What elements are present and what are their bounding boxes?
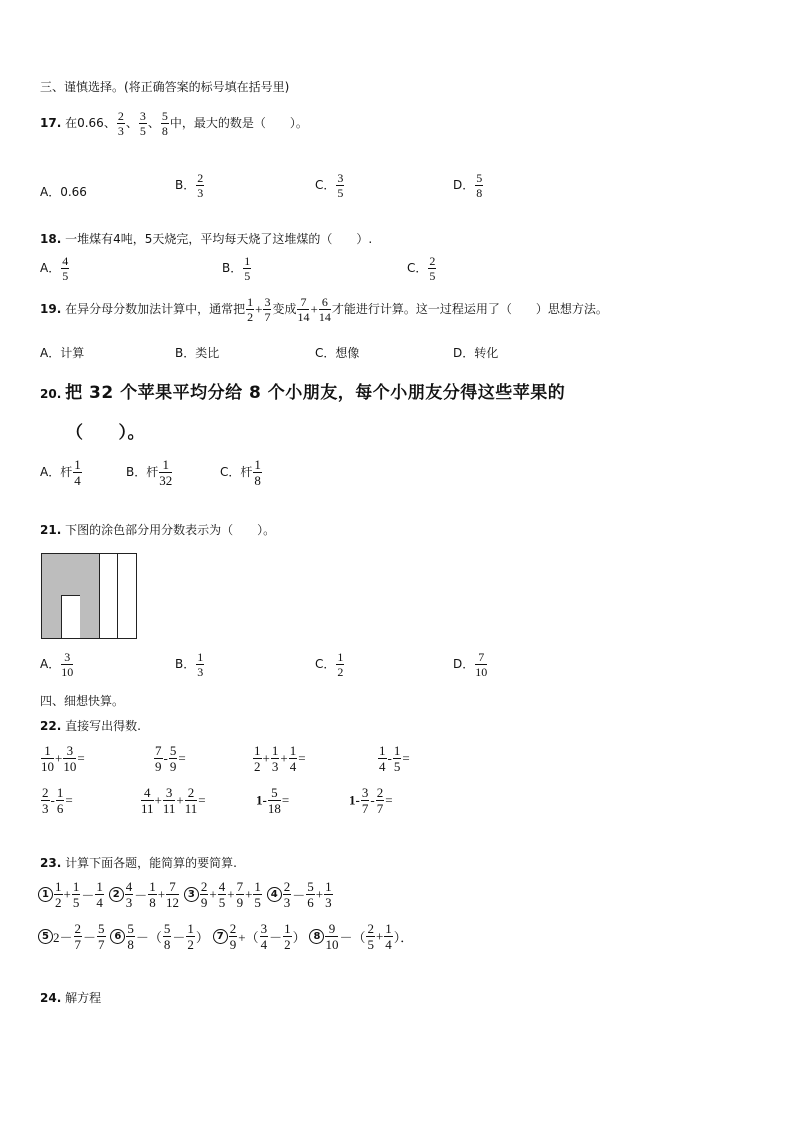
operator: + [262, 750, 270, 766]
fraction: $\frac{1}{2}$ [187, 921, 194, 952]
q21-option-a: A． $\frac{3}{10}$ [40, 650, 74, 679]
q22-expression-4 [377, 744, 410, 773]
q19-option-b: B．类比 [175, 346, 220, 360]
q19-mid: 变成 [272, 302, 297, 316]
fraction: $\frac{5}{8}$ [127, 921, 134, 952]
fraction: $\frac{1}{5}$ [72, 879, 80, 910]
q18-option-b: B． $\frac{1}{5}$ [222, 254, 251, 283]
q18-text: 一堆煤有4吨，5天烧完，平均每天烧了这堆煤的（ ）. [65, 232, 373, 246]
q21-text: 下图的涂色部分用分数表示为（ ）。 [65, 523, 276, 537]
question-22 [40, 717, 141, 734]
fraction: $\frac{4}{3}$ [125, 879, 133, 910]
prefix: 2－ [53, 930, 73, 945]
fraction: $\frac{5}{18}$ [267, 785, 281, 816]
q17-fraction-1: $\frac{2}{3}$ [117, 109, 124, 138]
circled-number-2: 2 [109, 887, 124, 902]
q17-post: 中，最大的数是（ ）。 [169, 116, 308, 130]
circled-number-7: 7 [213, 929, 228, 944]
equals: = [198, 792, 206, 808]
operator: - [370, 792, 375, 808]
q17-fraction-2: $\frac{3}{5}$ [139, 109, 146, 138]
question-20 [40, 378, 565, 403]
fraction: $\frac{1}{2}$ [55, 879, 62, 910]
shaded-rectangle-figure [41, 553, 137, 639]
q17-sep: 、 [147, 116, 160, 130]
operator: +（ [238, 930, 259, 945]
operator: － [269, 930, 283, 945]
fraction: $\frac{1}{4}$ [289, 743, 297, 774]
equals: = [178, 750, 186, 766]
operator: + [245, 886, 253, 902]
q22-expression-5 [40, 786, 73, 815]
fraction: $\frac{2}{7}$ [376, 785, 384, 816]
figure-column-1 [42, 554, 62, 638]
fraction: $\frac{5}{6}$ [307, 879, 314, 910]
q22-number: 22. [40, 719, 62, 733]
fraction: $\frac{5}{8}$ [163, 921, 171, 952]
q17-number: 17. [40, 116, 62, 130]
operator: － [292, 888, 306, 903]
operator: － [83, 930, 97, 945]
fraction: $\frac{1}{10}$ [41, 743, 54, 774]
question-21 [40, 521, 275, 538]
fraction: $\frac{1}{2}$ [254, 743, 261, 774]
operator: + [55, 750, 63, 766]
question-24 [40, 989, 101, 1006]
q17-fraction-3: $\frac{5}{8}$ [161, 109, 168, 138]
q22-expression-1 [40, 744, 85, 773]
fraction: $\frac{4}{11}$ [141, 785, 154, 816]
fraction: $\frac{1}{5}$ [254, 879, 261, 910]
operator: －（ [135, 930, 162, 945]
q23-text: 计算下面各题，能简算的要简算. [65, 856, 237, 870]
fraction: $\frac{1}{8}$ [149, 879, 156, 910]
q18-option-a-fraction: $\frac{4}{5}$ [62, 254, 69, 283]
operator: + [157, 886, 166, 902]
circled-number-6: 6 [110, 929, 125, 944]
fraction: $\frac{2}{3}$ [283, 879, 291, 910]
q20-option-c: C．杆 $\frac{1}{8}$ [220, 457, 261, 488]
operator: + [63, 886, 71, 902]
operator: + [280, 750, 288, 766]
operator: + [176, 792, 184, 808]
circled-number-5: 5 [38, 929, 53, 944]
fraction: $\frac{3}{10}$ [63, 743, 77, 774]
fraction: $\frac{5}{9}$ [169, 743, 177, 774]
question-19 [40, 296, 608, 323]
q21-option-c: C． $\frac{1}{2}$ [315, 650, 344, 679]
circled-number-4: 4 [267, 887, 282, 902]
q22-expression-6 [140, 786, 206, 815]
fraction: $\frac{9}{10}$ [325, 921, 339, 952]
fraction: $\frac{3}{4}$ [260, 921, 268, 952]
q24-number: 24. [40, 991, 62, 1005]
q19-option-a: A．计算 [40, 346, 85, 360]
q24-text: 解方程 [65, 991, 102, 1005]
operator: － [81, 888, 95, 903]
q19-plus: + [255, 301, 263, 317]
q19-fraction-3: $\frac{7}{14}$ [297, 295, 310, 324]
equals: = [77, 750, 85, 766]
close-paren: ）． [393, 930, 414, 945]
q18-option-a: A． $\frac{4}{5}$ [40, 254, 69, 283]
q17-option-c: C． $\frac{3}{5}$ [315, 171, 344, 200]
question-23 [40, 854, 237, 871]
operator: －（ [339, 930, 366, 945]
q20-text: 把 32 个苹果平均分给 8 个小朋友，每个小朋友分得这些苹果的 [65, 383, 566, 403]
equals: = [281, 792, 290, 808]
prefix: 1- [256, 792, 267, 808]
fraction: $\frac{1}{4}$ [385, 921, 392, 952]
q22-expression-3 [252, 744, 306, 773]
operator: - [387, 750, 392, 766]
operator: + [315, 886, 324, 902]
fraction: $\frac{7}{9}$ [155, 743, 162, 774]
equals: = [385, 792, 393, 808]
circled-number-3: 3 [184, 887, 199, 902]
q17-pre: 在0.66、 [65, 116, 116, 130]
q19-fraction-2: $\frac{3}{7}$ [264, 295, 271, 324]
question-18 [40, 230, 372, 247]
operator: + [154, 792, 162, 808]
q22-text: 直接写出得数. [65, 719, 141, 733]
circled-number-1: 1 [38, 887, 53, 902]
q23-number: 23. [40, 856, 62, 870]
fraction: $\frac{7}{9}$ [236, 879, 244, 910]
operator: - [50, 792, 55, 808]
figure-column-5 [117, 554, 136, 638]
fraction: $\frac{2}{9}$ [229, 921, 237, 952]
fraction: $\frac{2}{7}$ [74, 921, 82, 952]
q21-option-c-fraction: $\frac{1}{2}$ [337, 650, 344, 679]
q18-option-c: C． $\frac{2}{5}$ [407, 254, 436, 283]
q22-expression-2 [153, 744, 186, 773]
fraction: $\frac{7}{12}$ [166, 879, 180, 910]
q17-option-b: B． $\frac{2}{3}$ [175, 171, 204, 200]
figure-column-3 [80, 554, 100, 638]
q17-option-a: A．0.66 [40, 185, 87, 199]
q19-fraction-4: $\frac{6}{14}$ [318, 295, 331, 324]
q19-option-c: C．想像 [315, 346, 360, 360]
fraction: $\frac{5}{7}$ [98, 921, 105, 952]
q19-pre: 在异分母分数加法计算中，通常把 [65, 302, 246, 316]
fraction: $\frac{1}{3}$ [271, 743, 279, 774]
q23-row-1 [38, 880, 334, 909]
operator: + [227, 886, 235, 902]
fraction: $\frac{2}{9}$ [200, 879, 208, 910]
q19-fraction-1: $\frac{1}{2}$ [247, 295, 254, 324]
fraction: $\frac{2}{11}$ [184, 785, 198, 816]
figure-column-2-top [61, 554, 80, 596]
q17-option-c-fraction: $\frac{3}{5}$ [337, 171, 344, 200]
close-paren: ） [195, 930, 209, 945]
q21-option-b: B． $\frac{1}{3}$ [175, 650, 204, 679]
q23-row-2 [38, 922, 413, 951]
q21-option-b-fraction: $\frac{1}{3}$ [197, 650, 204, 679]
operator: － [134, 888, 148, 903]
q18-option-c-fraction: $\frac{2}{5}$ [429, 254, 436, 283]
figure-column-4 [99, 554, 118, 638]
q18-number: 18. [40, 232, 62, 246]
fraction: $\frac{1}{6}$ [56, 785, 64, 816]
fraction: $\frac{3}{7}$ [361, 785, 369, 816]
fraction: $\frac{4}{5}$ [218, 879, 226, 910]
operator: + [209, 886, 217, 902]
fraction: $\frac{1}{4}$ [379, 743, 386, 774]
q19-plus: + [310, 301, 318, 317]
q20-number: 20. [40, 387, 62, 401]
q20-option-b: B．杆 $\frac{1}{32}$ [126, 457, 173, 488]
fraction: $\frac{2}{3}$ [42, 785, 49, 816]
q21-option-d-fraction: $\frac{7}{10}$ [475, 650, 488, 679]
q19-number: 19. [40, 302, 62, 316]
fraction: $\frac{2}{5}$ [367, 921, 374, 952]
section-4-title: 四、细想快算。 [40, 694, 125, 708]
q17-option-d: D． $\frac{5}{8}$ [453, 171, 483, 200]
q17-sep: 、 [125, 116, 138, 130]
prefix: 1- [349, 792, 360, 808]
fraction: $\frac{1}{5}$ [393, 743, 401, 774]
equals: = [65, 792, 73, 808]
question-17 [40, 110, 308, 137]
q20-option-a-fraction: $\frac{1}{4}$ [74, 457, 81, 488]
q18-option-b-fraction: $\frac{1}{5}$ [244, 254, 251, 283]
operator: － [172, 930, 186, 945]
section-3-title: 三、谨慎选择。(将正确答案的标号填在括号里) [40, 80, 290, 94]
figure-column-2 [61, 554, 81, 638]
close-paren: ） [292, 930, 306, 945]
operator: - [163, 750, 168, 766]
q20-blank: （ ）。 [66, 423, 145, 443]
q21-option-a-fraction: $\frac{3}{10}$ [61, 650, 74, 679]
q21-number: 21. [40, 523, 62, 537]
equals: = [402, 750, 410, 766]
q22-expression-7 [256, 786, 289, 815]
q20-option-a: A．杆 $\frac{1}{4}$ [40, 457, 81, 488]
operator: + [375, 928, 384, 944]
q20-option-b-fraction: $\frac{1}{32}$ [159, 457, 173, 488]
q20-option-c-fraction: $\frac{1}{8}$ [254, 457, 261, 488]
q22-expression-8 [349, 786, 393, 815]
q19-post: 才能进行计算。这一过程运用了（ ）思想方法。 [331, 302, 608, 316]
fraction: $\frac{1}{3}$ [325, 879, 332, 910]
q17-option-b-fraction: $\frac{2}{3}$ [197, 171, 204, 200]
q19-option-d: D．转化 [453, 346, 499, 360]
equals: = [298, 750, 306, 766]
fraction: $\frac{1}{4}$ [96, 879, 103, 910]
q21-option-d: D． $\frac{7}{10}$ [453, 650, 488, 679]
fraction: $\frac{1}{2}$ [284, 921, 291, 952]
circled-number-8: 8 [309, 929, 324, 944]
fraction: $\frac{3}{11}$ [162, 785, 176, 816]
q17-option-d-fraction: $\frac{5}{8}$ [476, 171, 483, 200]
